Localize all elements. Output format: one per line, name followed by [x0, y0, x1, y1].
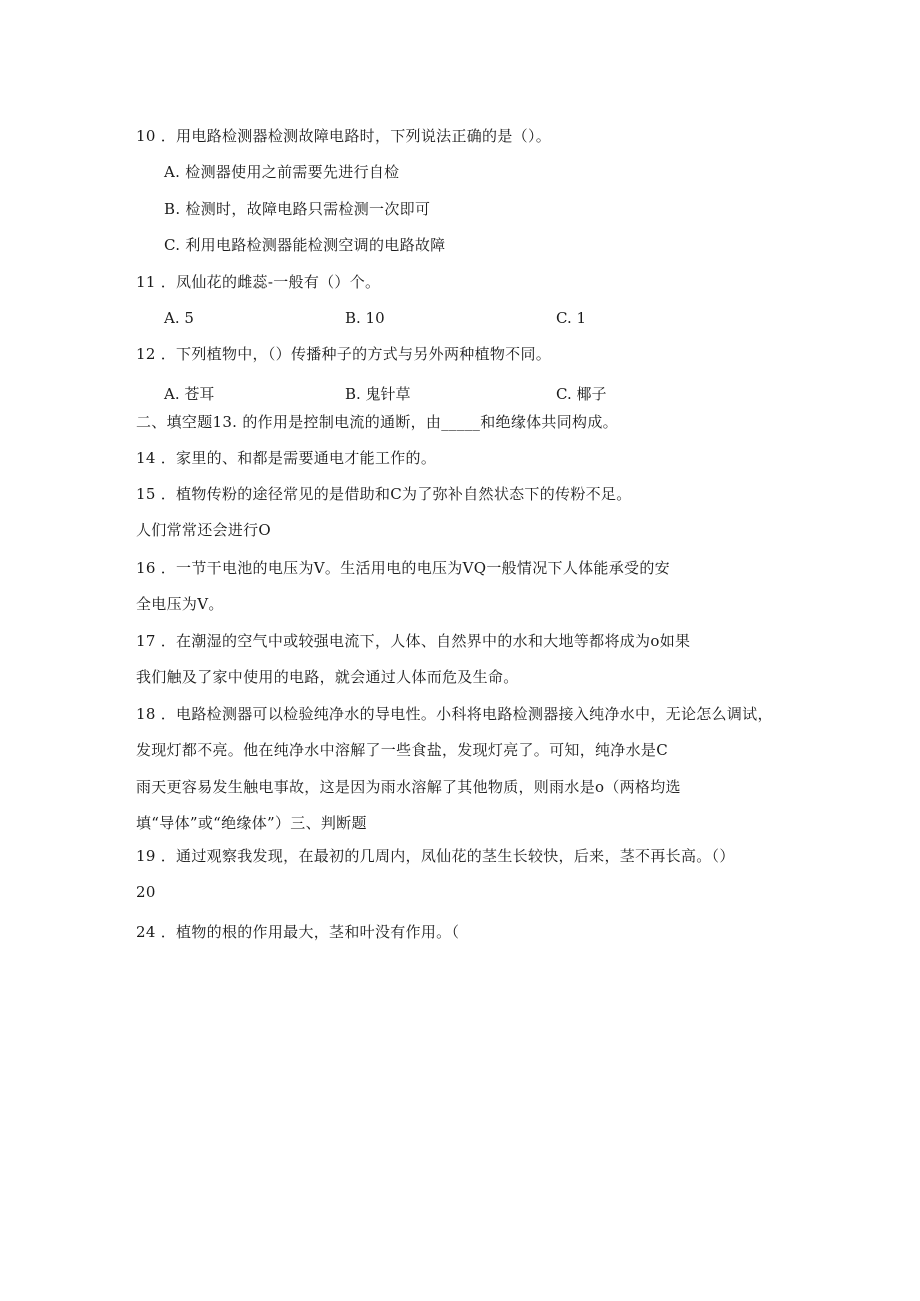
question-24: 24 ．植物的根的作用最大，茎和叶没有作用。（ — [136, 923, 460, 941]
question-18-line-4: 填“导体”或“绝缘体”）三、判断题 — [136, 814, 367, 832]
question-12-option-b: B. 鬼针草 — [345, 385, 411, 403]
question-16-line-2: 全电压为V。 — [136, 595, 224, 613]
question-18-line-3: 雨天更容易发生触电事故，这是因为雨水溶解了其他物质，则雨水是o（两格均选 — [136, 778, 681, 796]
question-10-option-b: B. 检测时，故障电路只需检测一次即可 — [164, 200, 431, 218]
question-11-option-c: C. 1 — [556, 309, 587, 327]
question-15-line-2: 人们常常还会进行O — [136, 521, 271, 539]
question-19: 19 ．通过观察我发现，在最初的几周内，凤仙花的茎生长较快，后来，茎不再长高。（） — [136, 847, 735, 865]
question-12-option-a: A. 苍耳 — [164, 385, 215, 403]
question-12-stem: 12 ．下列植物中，（）传播种子的方式与另外两种植物不同。 — [136, 345, 552, 363]
question-16-line-1: 16 ．一节干电池的电压为V。生活用电的电压为VQ一般情况下人体能承受的安 — [136, 559, 670, 577]
question-18-line-1: 18 ．电路检测器可以检验纯净水的导电性。小科将电路检测器接入纯净水中，无论怎么调试， — [136, 705, 773, 723]
question-10-option-a: A. 检测器使用之前需要先进行自检 — [164, 163, 400, 181]
section-2-fill-in-heading: 二、填空题13. 的作用是控制电流的通断，由_____和绝缘体共同构成。 — [136, 413, 618, 431]
question-10-stem: 10 ．用电路检测器检测故障电路时，下列说法正确的是（）。 — [136, 127, 552, 145]
question-14: 14 ．家里的、和都是需要通电才能工作的。 — [136, 449, 437, 467]
question-10-option-c: C. 利用电路检测器能检测空调的电路故障 — [164, 236, 446, 254]
question-17-line-1: 17 ．在潮湿的空气中或较强电流下，人体、自然界中的水和大地等都将成为o如果 — [136, 632, 691, 650]
question-11-stem: 11 ．凤仙花的雌蕊-一般有（）个。 — [136, 273, 381, 291]
question-11-option-a: A. 5 — [164, 309, 194, 327]
question-12-option-c: C. 椰子 — [556, 385, 607, 403]
question-15-line-1: 15 ．植物传粉的途径常见的是借助和C为了弥补自然状态下的传粉不足。 — [136, 485, 632, 503]
question-18-line-2: 发现灯都不亮。他在纯净水中溶解了一些食盐，发现灯亮了。可知，纯净水是C — [136, 741, 668, 759]
question-17-line-2: 我们触及了家中使用的电路，就会通过人体而危及生命。 — [136, 668, 519, 686]
question-11-option-b: B. 10 — [345, 309, 385, 327]
question-20: 20 — [136, 883, 156, 901]
